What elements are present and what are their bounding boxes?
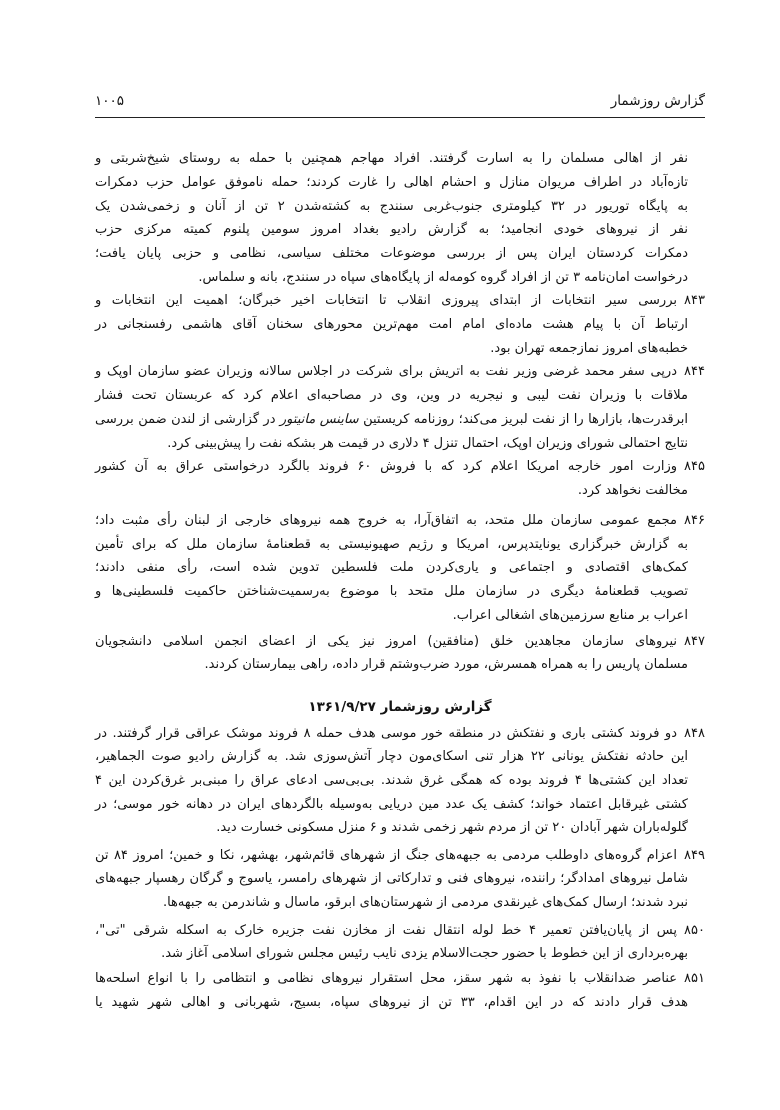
text-line: پس از پایان‌یافتن تعمیر ۴ خط لوله انتقال نفت از مخازن نفت جزیره خارک به اسکله شرقی "تی"، — [95, 922, 677, 938]
text-line: به پایگاه توریور در ۳۲ کیلومتری جنوب‌غربی سنندج به کشته‌شدن ۲ تن از آنان و زخمی‌شدن یک — [95, 198, 689, 214]
entry-number: ۸۴۳ — [684, 293, 705, 309]
text-line: مخالفت نخواهد کرد. — [577, 482, 688, 498]
text-line: شامل نیروهای امدادگر؛ راننده، نیروهای فنی و تدارکاتی از شهرهای رامسر، یاسوج و گرگان رهسپار جبهه‌های — [95, 871, 688, 887]
running-head — [95, 88, 705, 114]
entry-846 — [95, 509, 705, 627]
text-line: درپی سفر محمد غرضی وزیر نفت به اتریش برای شرکت در اجلاس سالانه وزیران عضو سازمان اوپک و — [95, 364, 677, 380]
text-line: این حادثه نفتکش یونانی ۲۲ هزار تنی اسکای‌مون دچار آتش‌سوزی شد. به گزارش رادیو صوت الجماهیر، — [95, 749, 688, 765]
entry-number: ۸۴۹ — [684, 847, 705, 863]
text-line: مسلمان پاریس را به همراه همسرش، مورد ضرب‌وشتم قرار داده، راهی بیمارستان کردند. — [204, 657, 688, 673]
text-line: خطبه‌های امروز نمازجمعه تهران بود. — [490, 340, 688, 356]
text-line — [95, 408, 688, 432]
text-line: عناصر ضدانقلاب با نفوذ به شهر سقز، محل استقرار نیروهای نظامی و انتظامی را با انواع اسلحه‌ها — [95, 970, 677, 986]
text-line: تصویب قطعنامهٔ دیگری در سازمان ملل متحد با موضوع به‌رسمیت‌شناختن حاکمیت فلسطینی‌ها و — [95, 584, 688, 600]
text-line: ارتباط آن با پیام هشت ماده‌ای امام امت مهم‌ترین محورهای سخنان آقای هاشمی رفسنجانی در — [95, 317, 688, 333]
entry-number: ۸۴۷ — [684, 633, 705, 649]
entry-843 — [95, 289, 705, 360]
text-line: به گزارش خبرگزاری یونایتدپرس، امریکا و رژیم صهیونیستی به قطعنامهٔ سازمان ملل که برای تأمین — [95, 536, 688, 552]
text-line: هدف قرار دادند که در این اقدام، ۳۳ تن از نیروهای سپاه، بسیج، شهربانی و اهالی شهر شهید یا — [95, 994, 688, 1010]
day-heading: گزارش روزشمار ۱۳۶۱/۹/۲۷ — [308, 698, 492, 715]
entry-number: ۸۴۵ — [684, 459, 705, 475]
entry-number: ۸۵۰ — [684, 922, 705, 938]
entry-845 — [95, 455, 705, 502]
text-line: تعداد این کشتی‌ها ۴ فروند بوده که همگی غرق شدند. بی‌بی‌سی ادعای عراق را مبنی‌بر غرق‌کردن این ۴ — [95, 772, 688, 788]
text-line: اعراب بر منابع سرزمین‌های اشغالی اعراب. — [452, 607, 688, 623]
entry-850 — [95, 919, 705, 966]
text-line: دو فروند کشتی باری و نفتکش در منطقه خور موسی هدف حمله ۸ فروند موشک عراقی قرار گرفتند. در — [95, 725, 677, 741]
running-title: گزارش روزشمار — [610, 93, 705, 109]
text-line: بهره‌برداری از این خطوط با حضور حجت‌الاسلام یزدی نایب رئیس مجلس شورای اسلامی آغاز شد. — [161, 946, 688, 962]
text-line: اعزام گروه‌های داوطلب مردمی به جبهه‌های جنگ از شهرهای قائم‌شهر، بهشهر، نکا و خمین؛ امروز ۸۴ تن — [95, 847, 677, 863]
text-line: درخواست امان‌نامه ۳ تن از افراد گروه کومه‌له از پایگاه‌های سپاه در سنندج، بانه و سلماس. — [198, 269, 688, 285]
text-line: نیروهای سازمان مجاهدین خلق (منافقین) امروز نیز یکی از اعضای انجمن اسلامی دانشجویان — [95, 633, 677, 649]
entry-number: ۸۴۸ — [684, 725, 705, 741]
entry-848 — [95, 722, 705, 840]
text-line: گلوله‌باران شهر آبادان ۲۰ تن از مردم شهر زخمی شدند و ۶ منزل مسکونی خسارت دید. — [216, 820, 688, 836]
text-line: نبرد شدند؛ ارسال کمک‌های غیرنقدی مردمی از شهرستان‌های ابرقو، ماسال و شاندرمن به جبهه‌ها. — [162, 894, 688, 910]
text-line: کشتی غیرقابل اعتماد خواند؛ کشف یک عدد مین دریایی به‌وسیله بالگردهای ایران در دهانه خور موسی؛ در — [95, 796, 688, 812]
entry-851 — [95, 967, 705, 1014]
text-line: تازه‌آباد در اطراف مریوان منازل و احشام اهالی را غارت کردند؛ حمله ناموفق عوامل حزب دمکرات — [95, 174, 688, 190]
text-line: نتایج احتمالی شورای وزیران اوپک، احتمال تنزل ۴ دلاری در قیمت هر بشکه نفت را پیش‌بینی کرد. — [167, 435, 688, 451]
text-segment: ابرقدرت‌ها، بازارها را از نفت لبریز می‌کند؛ روزنامه کریستین — [358, 411, 689, 427]
continued-paragraph — [95, 147, 705, 289]
header-rule — [95, 117, 705, 118]
entry-number: ۸۴۶ — [684, 513, 705, 529]
page-number: ۱۰۰۵ — [95, 93, 125, 109]
text-line: ملاقات با وزیران نفت لیبی و نیجریه در وین، وی در مصاحبه‌ای اعلام کرد که عربستان تحت فشار — [95, 388, 688, 404]
text-line: وزارت امور خارجه امریکا اعلام کرد که با فروش ۶۰ فروند بالگرد درخواستی عراق به آن کشور — [95, 459, 677, 475]
report-body — [95, 147, 705, 1014]
entry-849 — [95, 844, 705, 915]
entry-844 — [95, 360, 705, 455]
text-line: مجمع عمومی سازمان ملل متحد، به اتفاق‌آرا، به خروج همه نیروهای خارجی از لبنان رأی مثبت داد؛ — [95, 513, 677, 529]
newspaper-title: ساینس مانیتور — [279, 411, 359, 427]
entry-847 — [95, 630, 705, 677]
entry-number: ۸۵۱ — [684, 970, 705, 986]
text-line: دمکرات کردستان ایران پس از بررسی موضوعات مختلف سیاسی، نظامی و حزبی پایان یافت؛ — [95, 246, 688, 262]
text-line: کمک‌های اقتصادی و اجتماعی و یاری‌کردن ملت فلسطین تدوین شده است، رأی منفی دادند؛ — [95, 560, 688, 576]
text-line: نفر از اهالی مسلمان را به اسارت گرفتند. افراد مهاجم همچنین با حمله به روستای شیخ‌شربتی و — [95, 151, 688, 167]
entry-number: ۸۴۴ — [684, 364, 705, 380]
text-line: بررسی سیر انتخابات از ابتدای پیروزی انقلاب تا انتخابات اخیر خبرگان؛ اهمیت این انتخابات و — [95, 293, 677, 309]
text-segment: در گزارشی از لندن ضمن بررسی — [95, 411, 280, 427]
text-line: نفر از نیروهای خودی انجامید؛ به گزارش رادیو بغداد امروز سومین پلنوم کمیته مرکزی حزب — [95, 222, 688, 238]
